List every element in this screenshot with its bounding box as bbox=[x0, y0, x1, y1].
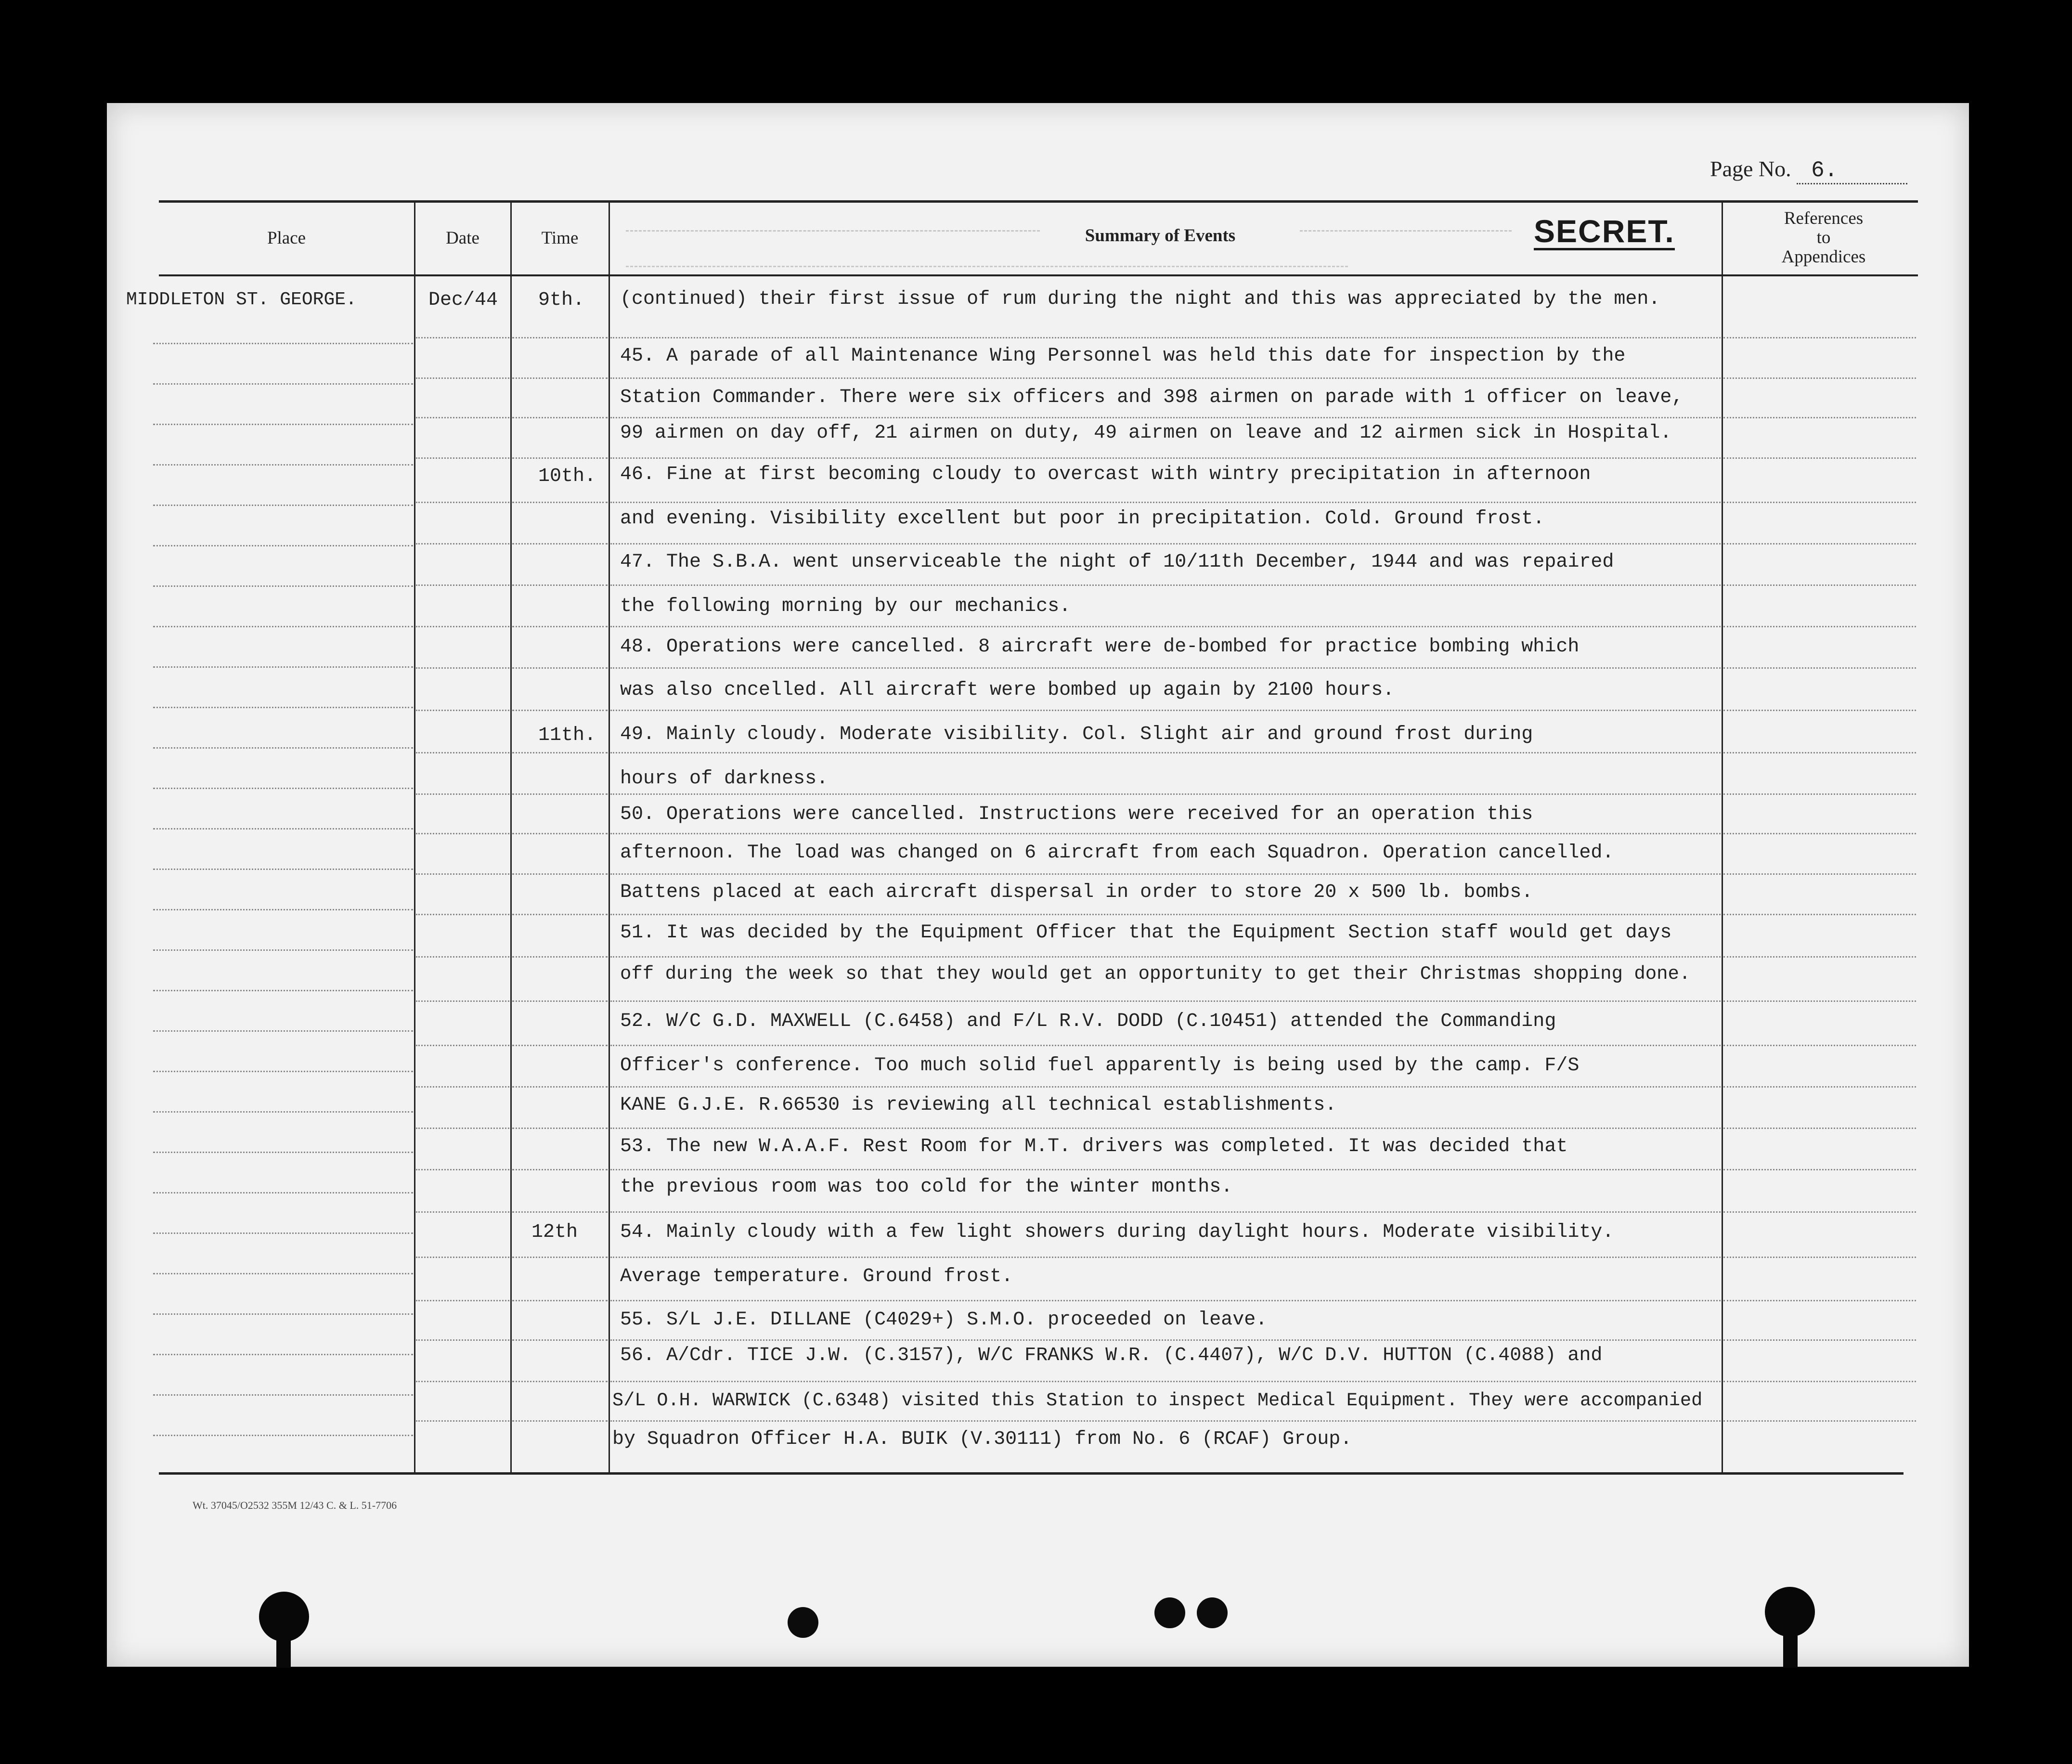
row-line bbox=[512, 1000, 608, 1002]
row-line bbox=[512, 833, 608, 834]
row-line bbox=[610, 1169, 1721, 1170]
place-row-line bbox=[153, 869, 413, 870]
row-line bbox=[1723, 752, 1916, 753]
place-row-line bbox=[153, 545, 413, 546]
summary-line: hours of darkness. bbox=[620, 768, 829, 790]
row-line bbox=[512, 793, 608, 795]
row-line bbox=[512, 1211, 608, 1213]
row-line bbox=[1723, 1086, 1916, 1088]
row-line bbox=[1723, 914, 1916, 915]
page-number bbox=[1710, 156, 1907, 184]
place-date-divider bbox=[414, 200, 415, 1473]
header-time: Time bbox=[541, 228, 579, 248]
place-row-line bbox=[153, 828, 413, 830]
summary-line: 55. S/L J.E. DILLANE (C4029+) S.M.O. proceeded on leave. bbox=[620, 1309, 1268, 1331]
row-line bbox=[512, 1169, 608, 1170]
header-place: Place bbox=[267, 228, 306, 248]
row-line bbox=[1723, 710, 1916, 711]
row-line bbox=[610, 956, 1721, 958]
row-line bbox=[416, 626, 509, 627]
row-line bbox=[1723, 584, 1916, 586]
row-line bbox=[416, 956, 509, 958]
place-row-line bbox=[153, 707, 413, 708]
row-line bbox=[416, 543, 509, 545]
place-row-line bbox=[153, 747, 413, 749]
row-line bbox=[610, 833, 1721, 834]
row-line bbox=[512, 914, 608, 915]
row-line bbox=[512, 417, 608, 418]
row-line bbox=[610, 1381, 1721, 1382]
row-line bbox=[610, 873, 1721, 875]
row-line bbox=[512, 752, 608, 753]
date-value: Dec/44 bbox=[428, 289, 498, 311]
punch-hole bbox=[1197, 1597, 1228, 1628]
row-line bbox=[512, 1086, 608, 1088]
row-line bbox=[416, 1420, 509, 1422]
row-line bbox=[512, 626, 608, 627]
summary-references-divider bbox=[1722, 200, 1723, 1473]
row-line bbox=[416, 833, 509, 834]
row-line bbox=[1723, 1045, 1916, 1046]
summary-line: was also cncelled. All aircraft were bombed up again by 2100 hours. bbox=[620, 679, 1395, 701]
place-row-line bbox=[153, 909, 413, 910]
row-line bbox=[1723, 1000, 1916, 1002]
row-line bbox=[416, 337, 509, 338]
row-line bbox=[610, 1000, 1721, 1002]
row-line bbox=[1723, 337, 1916, 338]
place-row-line bbox=[153, 1152, 413, 1153]
row-line bbox=[416, 502, 509, 503]
place-row-line bbox=[153, 1435, 413, 1436]
row-line bbox=[1723, 626, 1916, 627]
row-line bbox=[1723, 1169, 1916, 1170]
row-line bbox=[416, 1300, 509, 1301]
binder-hole-right-stem bbox=[1783, 1622, 1798, 1668]
row-line bbox=[416, 667, 509, 669]
place-row-line bbox=[153, 949, 413, 951]
row-line bbox=[416, 457, 509, 459]
summary-line: 45. A parade of all Maintenance Wing Personnel was held this date for inspection by the bbox=[620, 345, 1626, 367]
place-row-line bbox=[153, 1313, 413, 1315]
row-line bbox=[416, 584, 509, 586]
row-line bbox=[1723, 457, 1916, 459]
summary-line: 53. The new W.A.A.F. Rest Room for M.T. drivers was completed. It was decided that bbox=[620, 1136, 1568, 1157]
time-10th: 10th. bbox=[538, 466, 596, 487]
summary-line: 47. The S.B.A. went unserviceable the night of 10/11th December, 1944 and was repaired bbox=[620, 551, 1614, 573]
row-line bbox=[610, 584, 1721, 586]
summary-line: 56. A/Cdr. TICE J.W. (C.3157), W/C FRANKS W.R. (C.4407), W/C D.V. HUTTON (C.4088) and bbox=[620, 1345, 1603, 1366]
binder-hole-left-stem bbox=[276, 1627, 291, 1668]
header-references-line2: to bbox=[1816, 228, 1831, 247]
row-line bbox=[1723, 1420, 1916, 1422]
time-11th: 11th. bbox=[538, 725, 596, 746]
summary-line: 49. Mainly cloudy. Moderate visibility. Col. Slight air and ground frost during bbox=[620, 724, 1533, 745]
summary-line: 50. Operations were cancelled. Instructions were received for an operation this bbox=[620, 804, 1533, 825]
punch-hole bbox=[788, 1607, 818, 1638]
row-line bbox=[416, 1257, 509, 1258]
row-line bbox=[1723, 667, 1916, 669]
summary-line: and evening. Visibility excellent but poor in precipitation. Cold. Ground frost. bbox=[620, 508, 1545, 530]
row-line bbox=[512, 1128, 608, 1129]
row-line bbox=[1723, 543, 1916, 545]
row-line bbox=[1723, 377, 1916, 379]
summary-line: 48. Operations were cancelled. 8 aircraft were de-bombed for practice bombing which bbox=[620, 636, 1580, 658]
place-row-line bbox=[153, 585, 413, 587]
row-line bbox=[610, 1257, 1721, 1258]
row-line bbox=[1723, 833, 1916, 834]
row-line bbox=[1723, 793, 1916, 795]
row-line bbox=[1723, 1257, 1916, 1258]
row-line bbox=[416, 377, 509, 379]
table-top-rule bbox=[159, 200, 1918, 203]
place-row-line bbox=[153, 383, 413, 385]
row-line bbox=[610, 710, 1721, 711]
row-line bbox=[610, 752, 1721, 753]
row-line bbox=[610, 1045, 1721, 1046]
summary-line: Average temperature. Ground frost. bbox=[620, 1266, 1013, 1287]
row-line bbox=[512, 710, 608, 711]
row-line bbox=[512, 1339, 608, 1341]
place-row-line bbox=[153, 505, 413, 506]
secret-stamp: SECRET. bbox=[1534, 215, 1675, 250]
row-line bbox=[1723, 502, 1916, 503]
summary-line: KANE G.J.E. R.66530 is reviewing all technical establishments. bbox=[620, 1094, 1337, 1116]
summary-line: afternoon. The load was changed on 6 aircraft from each Squadron. Operation cancelled. bbox=[620, 842, 1614, 864]
summary-line: by Squadron Officer H.A. BUIK (V.30111) from No. 6 (RCAF) Group. bbox=[612, 1428, 1352, 1450]
place-row-line bbox=[153, 464, 413, 466]
row-line bbox=[512, 956, 608, 958]
row-line bbox=[416, 1211, 509, 1213]
summary-line: Station Commander. There were six officers and 398 airmen on parade with 1 officer on leave, bbox=[620, 387, 1684, 408]
time-12th: 12th bbox=[531, 1221, 578, 1243]
row-line bbox=[610, 914, 1721, 915]
summary-line: 46. Fine at first becoming cloudy to overcast with wintry precipitation in afternoon bbox=[620, 464, 1591, 485]
show-through-mark bbox=[626, 230, 1040, 232]
row-line bbox=[610, 417, 1721, 418]
row-line bbox=[610, 1211, 1721, 1213]
row-line bbox=[610, 793, 1721, 795]
summary-line: 54. Mainly cloudy with a few light showers during daylight hours. Moderate visibility. bbox=[620, 1221, 1614, 1243]
row-line bbox=[416, 1045, 509, 1046]
row-line bbox=[416, 1381, 509, 1382]
row-line bbox=[416, 1169, 509, 1170]
summary-line: 51. It was decided by the Equipment Officer that the Equipment Section staff would get days bbox=[620, 922, 1672, 944]
row-line bbox=[512, 873, 608, 875]
header-summary: Summary of Events bbox=[1085, 226, 1236, 246]
row-line bbox=[610, 337, 1721, 338]
row-line bbox=[610, 543, 1721, 545]
place-row-line bbox=[153, 788, 413, 789]
row-line bbox=[610, 1339, 1721, 1341]
summary-line: Officer's conference. Too much solid fuel apparently is being used by the camp. F/S bbox=[620, 1055, 1580, 1077]
time-9th: 9th. bbox=[538, 289, 585, 311]
row-line bbox=[416, 710, 509, 711]
row-line bbox=[1723, 956, 1916, 958]
summary-line: 52. W/C G.D. MAXWELL (C.6458) and F/L R.V. DODD (C.10451) attended the Commanding bbox=[620, 1011, 1556, 1032]
row-line bbox=[512, 1420, 608, 1422]
row-line bbox=[416, 417, 509, 418]
show-through-mark bbox=[1300, 230, 1512, 232]
row-line bbox=[610, 1128, 1721, 1129]
summary-line: the following morning by our mechanics. bbox=[620, 596, 1071, 617]
row-line bbox=[512, 457, 608, 459]
summary-line: Battens placed at each aircraft dispersal in order to store 20 x 500 lb. bombs. bbox=[620, 882, 1533, 903]
row-line bbox=[1723, 417, 1916, 418]
place-row-line bbox=[153, 666, 413, 668]
row-line bbox=[610, 1300, 1721, 1301]
row-line bbox=[512, 543, 608, 545]
row-line bbox=[1723, 1128, 1916, 1129]
row-line bbox=[610, 377, 1721, 379]
row-line bbox=[610, 502, 1721, 503]
row-line bbox=[512, 337, 608, 338]
row-line bbox=[512, 502, 608, 503]
page-number-label: Page No. bbox=[1710, 156, 1791, 181]
punch-hole bbox=[1154, 1597, 1185, 1628]
header-references-line3: Appendices bbox=[1781, 247, 1866, 267]
row-line bbox=[512, 667, 608, 669]
row-line bbox=[416, 914, 509, 915]
row-line bbox=[610, 626, 1721, 627]
row-line bbox=[512, 1045, 608, 1046]
row-line bbox=[416, 1128, 509, 1129]
show-through-mark bbox=[626, 266, 1348, 267]
row-line bbox=[512, 377, 608, 379]
row-line bbox=[416, 752, 509, 753]
row-line bbox=[416, 873, 509, 875]
row-line bbox=[1723, 1211, 1916, 1213]
row-line bbox=[1723, 1381, 1916, 1382]
place-row-line bbox=[153, 1273, 413, 1274]
row-line bbox=[610, 1420, 1721, 1422]
place-row-line bbox=[153, 1232, 413, 1234]
date-time-divider bbox=[510, 200, 512, 1473]
page-number-value: 6. bbox=[1797, 158, 1907, 184]
row-line bbox=[1723, 1339, 1916, 1341]
row-line bbox=[512, 1381, 608, 1382]
header-references-line1: References bbox=[1784, 208, 1864, 228]
printer-imprint: Wt. 37045/O2532 355M 12/43 C. & L. 51-7706 bbox=[193, 1499, 397, 1511]
place-row-line bbox=[153, 343, 413, 344]
place-row-line bbox=[153, 990, 413, 991]
row-line bbox=[610, 1086, 1721, 1088]
row-line bbox=[416, 1086, 509, 1088]
summary-line: off during the week so that they would get an opportunity to get their Christmas shopping done. bbox=[620, 963, 1691, 985]
row-line bbox=[416, 793, 509, 795]
place-row-line bbox=[153, 424, 413, 425]
row-line bbox=[1723, 1300, 1916, 1301]
summary-line: S/L O.H. WARWICK (C.6348) visited this Station to inspect Medical Equipment. They were accompanied bbox=[612, 1390, 1703, 1411]
place-row-line bbox=[153, 1111, 413, 1113]
place-value: MIDDLETON ST. GEORGE. bbox=[126, 289, 357, 310]
table-header-rule bbox=[159, 274, 1918, 276]
row-line bbox=[1723, 873, 1916, 875]
place-row-line bbox=[153, 1354, 413, 1355]
row-line bbox=[610, 667, 1721, 669]
row-line bbox=[512, 1257, 608, 1258]
place-row-line bbox=[153, 1030, 413, 1032]
time-summary-divider bbox=[609, 200, 610, 1473]
summary-line: (continued) their first issue of rum during the night and this was appreciated by the men. bbox=[620, 288, 1660, 310]
place-row-line bbox=[153, 1394, 413, 1396]
row-line bbox=[512, 1300, 608, 1301]
row-line bbox=[416, 1339, 509, 1341]
place-row-line bbox=[153, 626, 413, 627]
summary-line: 99 airmen on day off, 21 airmen on duty, 49 airmen on leave and 12 airmen sick in Hospital. bbox=[620, 422, 1672, 444]
row-line bbox=[416, 1000, 509, 1002]
header-date: Date bbox=[446, 228, 479, 248]
summary-line: the previous room was too cold for the winter months. bbox=[620, 1176, 1233, 1198]
row-line bbox=[610, 457, 1721, 459]
place-row-line bbox=[153, 1071, 413, 1072]
table-bottom-rule bbox=[159, 1472, 1904, 1475]
row-line bbox=[512, 584, 608, 586]
place-row-line bbox=[153, 1192, 413, 1193]
